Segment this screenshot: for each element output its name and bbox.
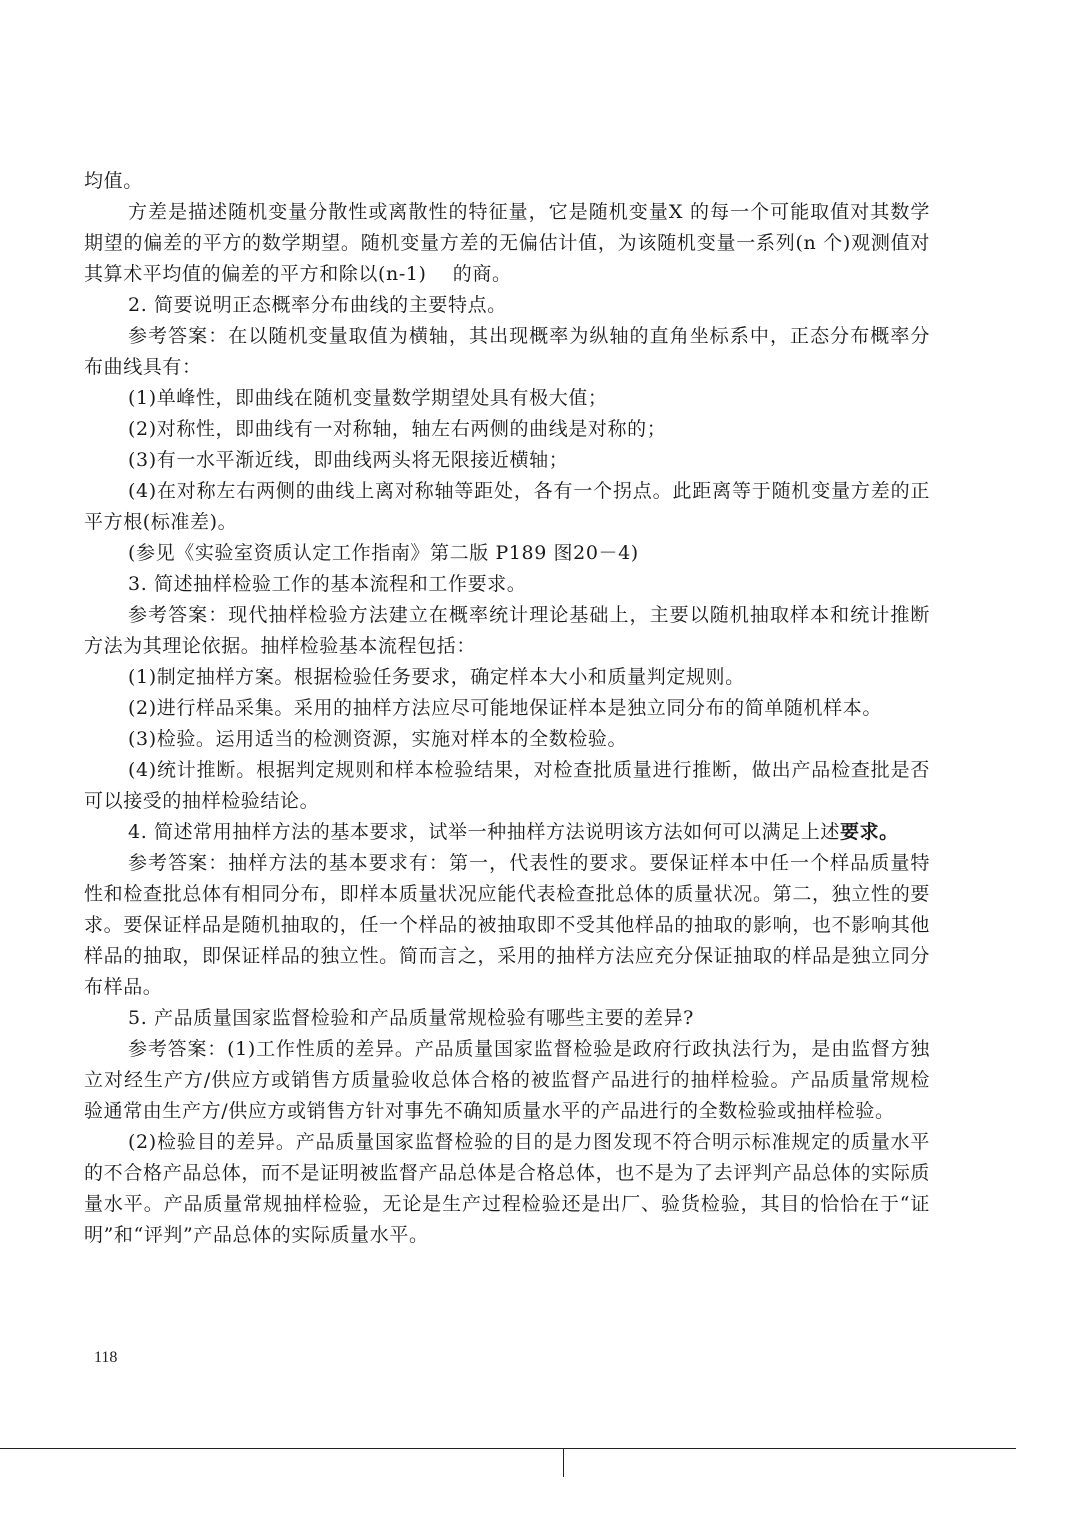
list-item: (1)单峰性，即曲线在随机变量数学期望处具有极大值； (128, 387, 608, 409)
question-text-bold-tail: 要求。 (839, 821, 899, 843)
paragraph: 均值。 (84, 170, 143, 192)
document-body (84, 166, 930, 1251)
list-item: (2)对称性，即曲线有一对称轴，轴左右两侧的曲线是对称的； (128, 418, 667, 440)
list-item: (2)进行样品采集。采用的抽样方法应尽可能地保证样本是独立同分布的简单随机样本。 (128, 697, 882, 719)
paragraph: (2)检验目的差异。产品质量国家监督检验的目的是力图发现不符合明示标准规定的质量水平的不合格产品总体，而不是证明被监督产品总体是合格总体，也不是为了去评判产品总体的实际质量水平。产品质量常规抽样检验，无论是生产过程检验还是出厂、验货检验，其目的恰恰在于“证明”和“评判”产品总体的实际质量水平。 (84, 1131, 930, 1246)
question-text: 4. 简述常用抽样方法的基本要求，试举一种抽样方法说明该方法如何可以满足上述 (128, 821, 840, 843)
paragraph: 参考答案：抽样方法的基本要求有：第一，代表性的要求。要保证样本中任一个样品质量特性和检查批总体有相同分布，即样本质量状况应能代表检查批总体的质量状况。第二，独立性的要求。要保证样品是随机抽取的，任一个样品的被抽取即不受其他样品的抽取的影响，也不影响其他样品的抽取，即保证样品的独立性。简而言之，采用的抽样方法应充分保证抽取的样品是独立同分布样品。 (84, 852, 930, 998)
page-number: 118 (94, 1349, 118, 1366)
list-item: (1)制定抽样方案。根据检验任务要求，确定样本大小和质量判定规则。 (128, 666, 745, 688)
question-heading (84, 817, 930, 848)
question-heading: 3. 简述抽样检验工作的基本流程和工作要求。 (128, 573, 527, 595)
reference-note: (参见《实验室资质认定工作指南》第二版 P189 图20－4) (128, 542, 639, 564)
paragraph: 参考答案：(1)工作性质的差异。产品质量国家监督检验是政府行政执法行为，是由监督方独立对经生产方/供应方或销售方质量验收总体合格的被监督产品进行的抽样检验。产品质量常规检验通常由生产方/供应方或销售方针对事先不确知质量水平的产品进行的全数检验或抽样检验。 (84, 1038, 930, 1122)
question-heading: 2. 简要说明正态概率分布曲线的主要特点。 (128, 294, 507, 316)
footer-divider (563, 1449, 564, 1477)
list-item: (3)有一水平渐近线，即曲线两头将无限接近横轴； (128, 449, 569, 471)
list-item: (3)检验。运用适当的检测资源，实施对样本的全数检验。 (128, 728, 628, 750)
list-item: (4)在对称左右两侧的曲线上离对称轴等距处，各有一个拐点。此距离等于随机变量方差的正平方根(标准差)。 (84, 480, 930, 533)
paragraph: 参考答案：现代抽样检验方法建立在概率统计理论基础上，主要以随机抽取样本和统计推断方法为其理论依据。抽样检验基本流程包括： (84, 604, 930, 657)
paragraph: 参考答案：在以随机变量取值为横轴，其出现概率为纵轴的直角坐标系中，正态分布概率分布曲线具有： (84, 325, 930, 378)
question-heading: 5. 产品质量国家监督检验和产品质量常规检验有哪些主要的差异? (128, 1007, 694, 1029)
footer-rule (0, 1448, 1016, 1449)
list-item: (4)统计推断。根据判定规则和样本检验结果，对检查批质量进行推断，做出产品检查批是否可以接受的抽样检验结论。 (84, 759, 930, 812)
paragraph: 方差是描述随机变量分散性或离散性的特征量，它是随机变量X 的每一个可能取值对其数学期望的偏差的平方的数学期望。随机变量方差的无偏估计值，为该随机变量一系列(n 个)观测值对其算术平均值的偏差的平方和除以(n-1) 的商。 (84, 201, 930, 285)
